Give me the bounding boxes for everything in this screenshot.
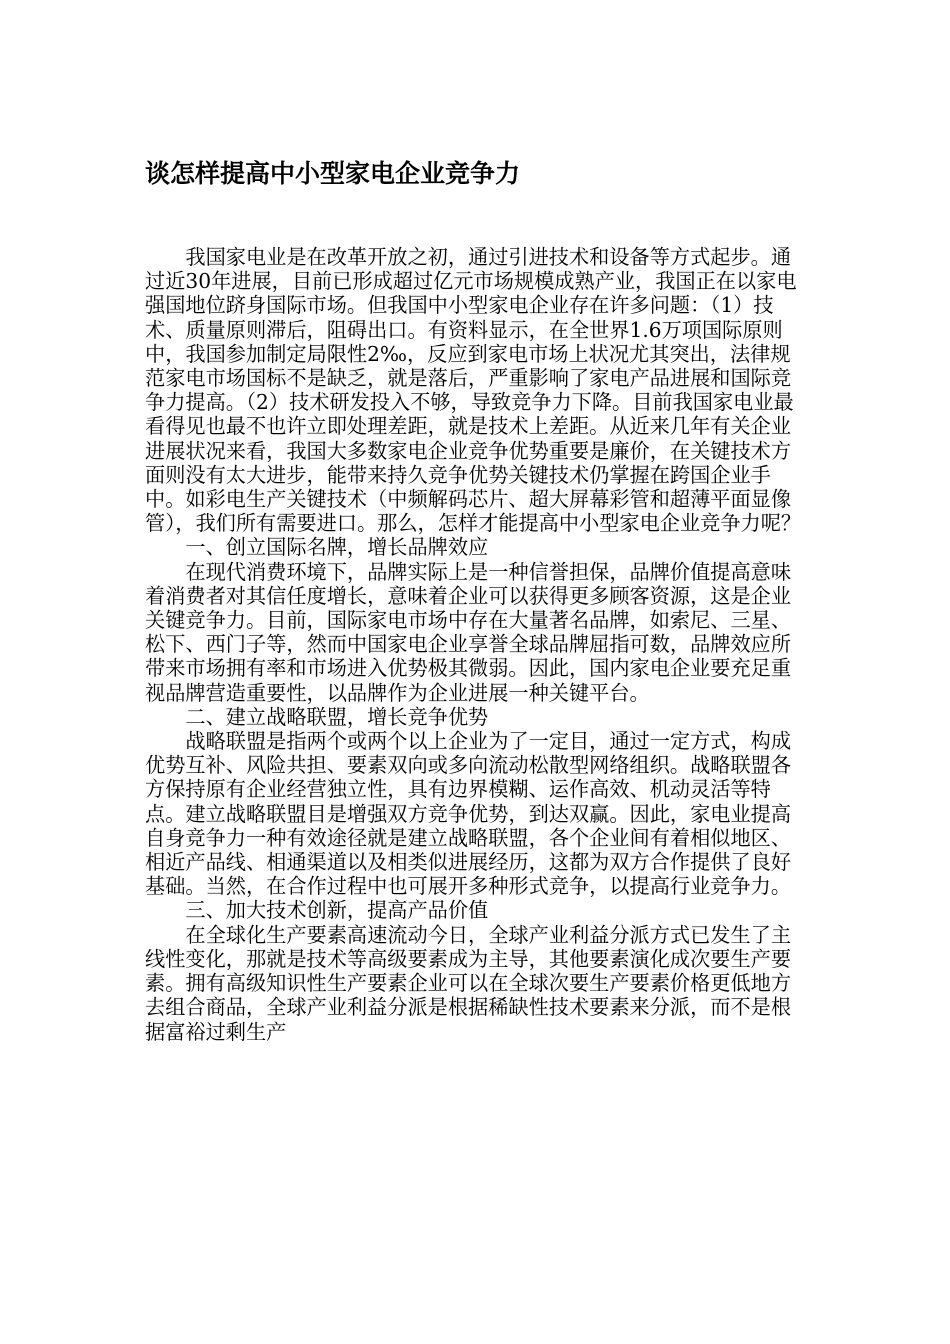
- document-body: [145, 245, 805, 1044]
- paragraph-innovation: 在全球化生产要素高速流动今日，全球产业利益分派方式已发生了主线性变化，那就是技术等高级要素成为主导，其他要素演化成次要生产要素。拥有高级知识性生产要素企业可以在全球次要生产要素价格更低地方去组合商品，全球产业利益分派是根据稀缺性技术要素来分派，而不是根据富裕过剩生产: [145, 922, 792, 1044]
- paragraph-intro: 我国家电业是在改革开放之初，通过引进技术和设备等方式起步。通过近30年进展，目前已形成超过亿元市场规模成熟产业，我国正在以家电强国地位跻身国际市场。但我国中小型家电企业存在许多问题：（1）技术、质量原则滞后，阻碍出口。有资料显示，在全世界1.6万项国际原则中，我国参加制定局限性2‰，反应到家电市场上状况尤其突出，法律规范家电市场国标不是缺乏，就是落后，严重影响了家电产品进展和国际竞争力提高。（2）技术研发投入不够，导致竞争力下降。目前我国家电业最看得见也最不也许立即处理差距，就是技术上差距。从近来几年有关企业进展状况来看，我国大多数家电企业竞争优势重要是廉价，在关键技术方面则没有太大进步，能带来持久竞争优势关键技术仍掌握在跨国企业手中。如彩电生产关键技术（中频解码芯片、超大屏幕彩管和超薄平面显像管），我们所有需要进口。那么，怎样才能提高中小型家电企业竞争力呢？: [145, 245, 802, 536]
- section-heading-1: 一、创立国际名牌，增长品牌效应: [185, 535, 489, 560]
- document-title: 谈怎样提高中小型家电企业竞争力: [145, 159, 521, 188]
- paragraph-alliance: 战略联盟是指两个或两个以上企业为了一定目，通过一定方式，构成优势互补、风险共担、要素双向或多向流动松散型网络组织。战略联盟各方保持原有企业经营独立性，具有边界模糊、运作高效、机动灵活等特点。建立战略联盟目是增强双方竞争优势，到达双赢。因此，家电业提高自身竞争力一种有效途径就是建立战略联盟，各个企业间有着相似地区、相近产品线、相通渠道以及相类似进展经历，这都为双方合作提供了良好基础。当然，在合作过程中也可展开多种形式竞争，以提高行业竞争力。: [145, 729, 792, 899]
- paragraph-brand: 在现代消费环境下，品牌实际上是一种信誉担保，品牌价值提高意味着消费者对其信任度增长，意味着企业可以获得更多顾客资源，这是企业关键竞争力。目前，国际家电市场中存在大量著名品牌，如索尼、三星、松下、西门子等，然而中国家电企业享誉全球品牌屈指可数，品牌效应所带来市场拥有率和市场进入优势极其微弱。因此，国内家电企业要充足重视品牌营造重要性，以品牌作为企业进展一种关键平台。: [145, 559, 792, 705]
- section-heading-2: 二、建立战略联盟，增长竞争优势: [185, 704, 489, 729]
- section-heading-3: 三、加大技术创新，提高产品价值: [185, 898, 489, 923]
